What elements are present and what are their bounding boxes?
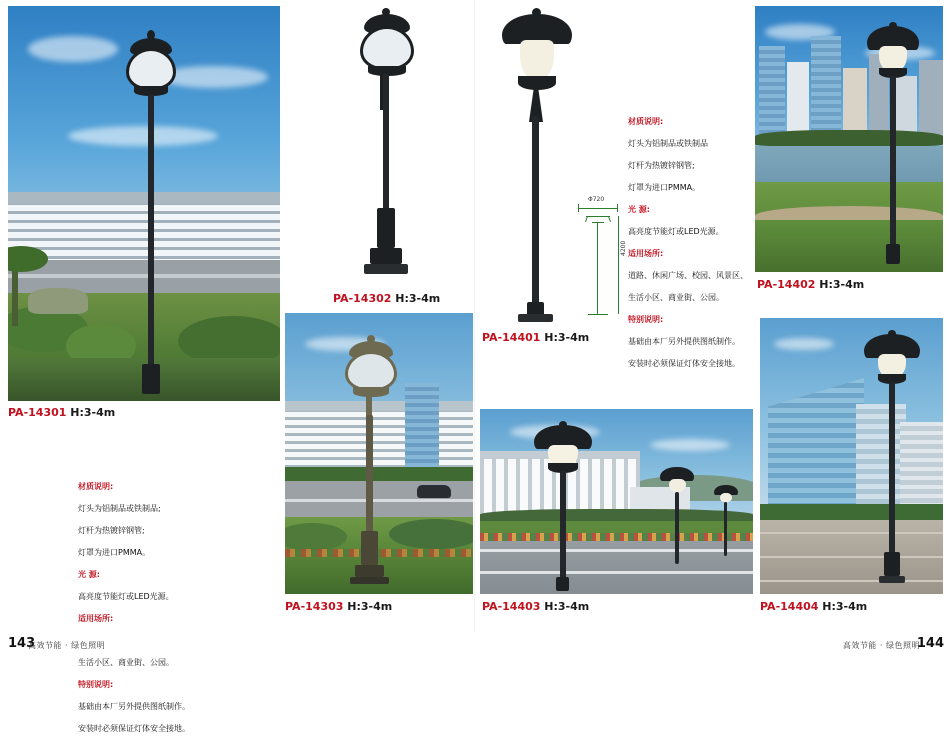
spec-right-line-8: 生活小区、商业街、公园。 xyxy=(628,293,724,302)
caption-pa-14301 xyxy=(8,406,115,419)
page-footer xyxy=(0,633,950,655)
footer-slogan-right: 高效节能 · 绿色照明 xyxy=(842,641,920,650)
product-photo-pa-14301 xyxy=(8,6,280,401)
spec-left-line-11: 安装时必须保证灯体安全接地。 xyxy=(78,724,190,733)
spec-left-line-8: 生活小区、商业街、公园。 xyxy=(78,658,174,667)
product-size: H:3-4m xyxy=(70,406,116,419)
product-code: PA-14401 xyxy=(482,331,541,344)
product-code: PA-14402 xyxy=(757,278,816,291)
spec-right-line-4: 光 源: xyxy=(628,205,650,214)
product-size: H:3-4m xyxy=(819,278,865,291)
product-photo-pa-14402 xyxy=(755,6,943,272)
spec-left-line-3: 灯罩为进口PMMA。 xyxy=(78,548,151,557)
product-code: PA-14403 xyxy=(482,600,541,613)
spec-right-line-2: 灯杆为热镀锌钢管; xyxy=(628,161,695,170)
caption-pa-14402 xyxy=(757,278,864,291)
spec-right-line-1: 灯头为铝制品或铁制品 xyxy=(628,139,708,148)
page-gutter xyxy=(474,0,475,655)
spec-block-left xyxy=(78,470,258,745)
product-photo-pa-14303 xyxy=(285,313,473,594)
caption-pa-14403 xyxy=(482,600,589,613)
caption-pa-14302 xyxy=(333,292,440,305)
spec-right-line-6: 适用场所: xyxy=(628,249,664,258)
spec-right-line-11: 安装时必须保证灯体安全接地。 xyxy=(628,359,740,368)
product-size: H:3-4m xyxy=(544,331,590,344)
lamp-illustration-pa-14301 xyxy=(116,24,186,394)
tech-height-dimension: 4200 xyxy=(620,240,627,256)
spec-right-line-10: 基础由本厂另外提供图纸制作。 xyxy=(628,337,740,346)
lamp-illustration-secondary-1 xyxy=(658,465,698,569)
lamp-illustration-pa-14404 xyxy=(860,330,926,586)
page-number-right: 144 xyxy=(916,636,944,651)
technical-drawing xyxy=(572,198,632,326)
lamp-illustration-pa-14303 xyxy=(333,335,405,585)
footer-slogan-left: 高效节能 · 绿色照明 xyxy=(28,641,106,650)
product-illustration-pa-14302 xyxy=(330,8,440,288)
spec-left-line-1: 灯头为铝制品或铁制品; xyxy=(78,504,161,513)
spec-left-line-2: 灯杆为热镀锌钢管; xyxy=(78,526,145,535)
spec-left-line-10: 基础由本厂另外提供图纸制作。 xyxy=(78,702,190,711)
product-size: H:3-4m xyxy=(347,600,393,613)
spec-right-line-7: 道路、休闲广场、校园、风景区、 xyxy=(628,271,748,280)
spec-right-line-0: 材质说明: xyxy=(628,117,664,126)
lamp-illustration-pa-14402 xyxy=(863,22,923,266)
page-number-left: 143 xyxy=(8,636,36,651)
spec-left-line-5: 高亮度节能灯或LED光源。 xyxy=(78,592,174,601)
spec-left-line-4: 光 源: xyxy=(78,570,100,579)
caption-pa-14404 xyxy=(760,600,867,613)
tech-top-dimension: Φ720 xyxy=(588,196,605,203)
product-size: H:3-4m xyxy=(395,292,441,305)
spec-left-line-9: 特别说明: xyxy=(78,680,114,689)
caption-pa-14401 xyxy=(482,331,589,344)
spec-left-line-6: 适用场所: xyxy=(78,614,114,623)
product-photo-pa-14404 xyxy=(760,318,943,594)
spec-right-line-5: 高亮度节能灯或LED光源。 xyxy=(628,227,724,236)
lamp-illustration-secondary-2 xyxy=(712,483,740,561)
spec-left-line-0: 材质说明: xyxy=(78,482,114,491)
product-code: PA-14301 xyxy=(8,406,67,419)
product-code: PA-14302 xyxy=(333,292,392,305)
product-code: PA-14303 xyxy=(285,600,344,613)
product-code: PA-14404 xyxy=(760,600,819,613)
product-photo-pa-14403 xyxy=(480,409,753,594)
caption-pa-14303 xyxy=(285,600,392,613)
product-size: H:3-4m xyxy=(544,600,590,613)
spec-right-line-9: 特别说明: xyxy=(628,315,664,324)
spec-right-line-3: 灯罩为进口PMMA。 xyxy=(628,183,701,192)
product-size: H:3-4m xyxy=(822,600,868,613)
lamp-illustration-pa-14403 xyxy=(530,421,600,589)
